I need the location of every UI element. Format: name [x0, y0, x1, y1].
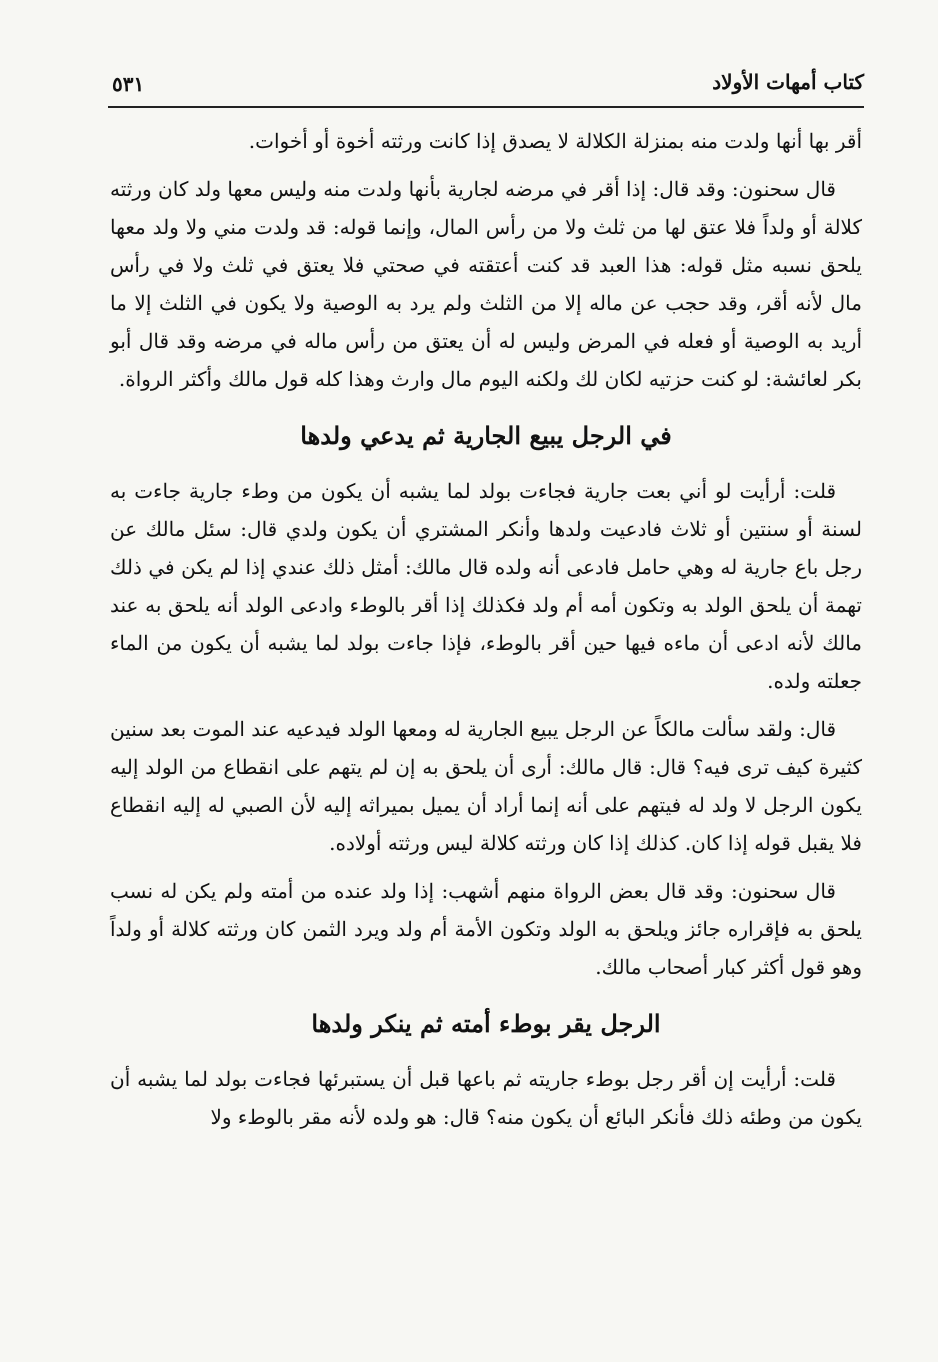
paragraph-6: قلت: أرأيت إن أقر رجل بوطء جاريته ثم باعها قبل أن يستبرئها فجاءت بولد لما يشبه أن يكون من وطئه ذلك فأنكر البائع أن يكون منه؟ قال: هو ولده لأنه مقر بالوطء ولا [110, 1067, 862, 1129]
section-heading-2: الرجل يقر بوطء أمته ثم ينكر ولدها [311, 1009, 661, 1038]
paragraph-4: قال: ولقد سألت مالكاً عن الرجل يبيع الجارية له ومعها الولد فيدعيه عند الموت بعد سنين كثيرة كيف ترى فيه؟ قال: قال مالك: أرى أن يلحق به إن لم يتهم على انقطاع من الولد إليه يكون الرجل لا ولد له فيتهم على أنه إنما أراد أن يميل بميراثه إليه لأن الصبي له إليه انقطاع فلا يقبل قوله إذا كان. كذلك إذا كان ورثته كلالة ليس ورثته أولاده. [110, 717, 862, 855]
header-rule [108, 106, 864, 108]
page-number: ٥٣١ [112, 72, 145, 96]
paragraph-1: أقر بها أنها ولدت منه بمنزلة الكلالة لا يصدق إذا كانت ورثته أخوة أو أخوات. [248, 129, 862, 153]
running-title: كتاب أمهات الأولاد [712, 70, 864, 94]
paragraph-5: قال سحنون: وقد قال بعض الرواة منهم أشهب: إذا ولد عنده من أمته ولم يكن له نسب يلحق به فإقراره جائز ويلحق به الولد وتكون الأمة أم ولد ويرد الثمن كان ورثته كلالة أو ولداً وهو قول أكثر كبار أصحاب مالك. [110, 879, 862, 979]
section-heading-1: في الرجل يبيع الجارية ثم يدعي ولدها [300, 421, 672, 450]
page-header [108, 66, 864, 104]
paragraph-2: قال سحنون: وقد قال: إذا أقر في مرضه لجارية بأنها ولدت منه وليس معها ولد كان ورثته كلالة أو ولداً فلا عتق لها من ثلث ولا من رأس المال، وإنما قوله: قد ولدت مني ولا ولد معها يلحق نسبه مثل قوله: هذا العبد قد كنت أعتقته في صحتي فلا يعتق في ثلث ولا في رأس مال لأنه أقر، وقد حجب عن ماله إلا من الثلث ولم يرد به الوصية ولا يكون في الثلث إلا ما أريد به الوصية أو فعله في المرض وليس له أن يعتق من رأس ماله في مرضه وقد قال أبو بكر لعائشة: لو كنت حزتيه لكان لك ولكنه اليوم مال وارث وهذا كله قول مالك وأكثر الرواة. [110, 177, 862, 391]
paragraph-3: قلت: أرأيت لو أني بعت جارية فجاءت بولد لما يشبه أن يكون من وطء جارية جاءت به لسنة أو سنتين أو ثلاث فادعيت ولدها وأنكر المشتري أن يكون ولدي قال: سئل مالك عن رجل باع جارية له وهي حامل فادعى أنه ولده قال مالك: أمثل ذلك عندي إذا لم يكن في ذلك تهمة أن يلحق الولد به وتكون أمه أم ولد فكذلك إذا أقر بالوطء وادعى الولد أنه يلحق به عند مالك لأنه ادعى أن ماءه فيها حين أقر بالوطء، فإذا جاءت بولد لما يشبه أن يكون من الماء جعلته ولده. [110, 479, 863, 693]
page-body [110, 122, 862, 1136]
